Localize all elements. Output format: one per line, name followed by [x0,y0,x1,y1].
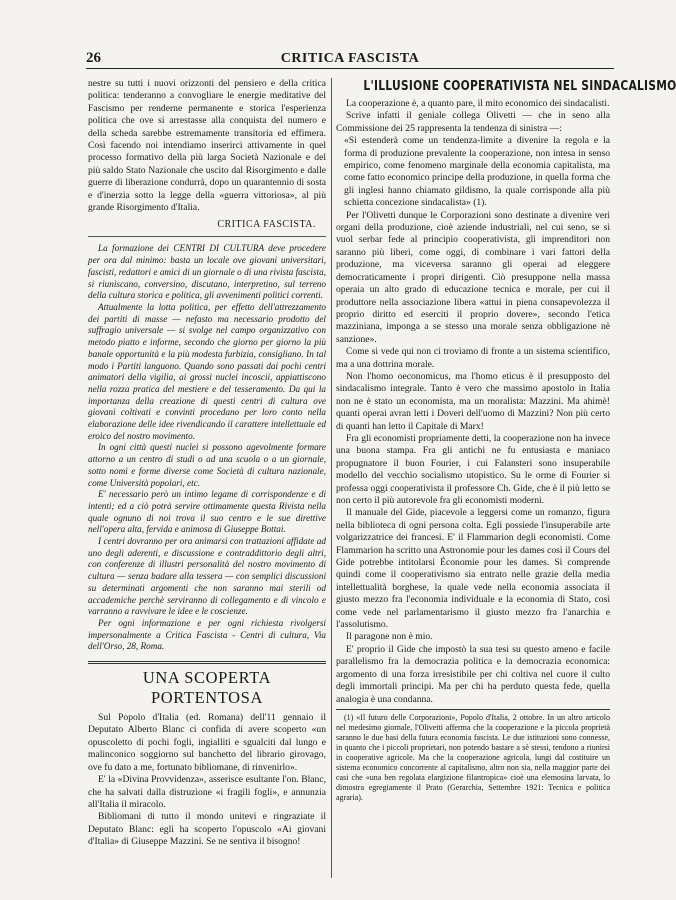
journal-title: CRITICA FASCISTA [280,51,420,66]
article-title: L'ILLUSIONE COOPERATIVISTA NEL SINDACALISMO [363,79,676,94]
quotation: «Si estenderà come un tendenza-limite a divenire la regola e la forma di produzione prevalente la cooperazione, non intesa in senso empirico, come fenomeno marginale della economia capitalista, ma come fatto economico principe della produzione, in quella forma che gli inglesi hanno chiamato gildismo, la quale corrisponde alla più schietta concezione sindacalista» (1). [344,135,610,209]
article-paragraph: Non l'homo oeconomicus, ma l'homo eticus è il presupposto del sindacalismo integrale. Tanto è vero che massimo apostolo in Italia non ne è stato un economista, ma un moralista: Mazzini. Ma ahimè! quanti operai avran letti i Doveri dell'uomo di Mazzini? Non più certo di quanti han letto il Capitale di Marx! [336,370,610,432]
notice-paragraph: I centri dovranno per ora animarsi con trattazioni affidate ad uno degli aderenti, e discussione e contraddittorio degli altri, con conferenze di illustri personalità del nostro movimento di cultura — senza badare alla tessera — con semplici discussioni su determinati argomenti che non saranno mai sterili od accademiche perchè serviranno di collegamento e di vincolo e varranno a ravvivare le idee e le coscienze. [88,536,326,617]
left-column [88,78,326,849]
divider [88,236,326,237]
footnote-text: (1) «Il futuro delle Corporazioni», Popolo d'Italia, 2 ottobre. In un altro articolo nel medesimo giornale, l'Olivetti afferma che la cooperazione e la piccola proprietà saranno le due basi della futura economia fascista. Le due istituzioni sono connesse, in quanto che i piccoli proprietari, non potendo bastare a sè stessi, tendono a riunirsi in cooperative agricole. Ma che la cooperazione agricola, lungi dal costituire un sistema economico concorrente al capitalismo, altro non sia, nella maggior parte dei casi che «una ben regolata elargizione filantropica» cioè una elemosina larvata, lo dimostra egregiamente il Prato (Gerarchia, Settembre 1921: Tecnica e politica agraria). [336,712,610,802]
notice-paragraph: Per ogni informazione e per ogni richiesta rivolgersi impersonalmente a Critica Fascista - Centri di cultura, Via dell'Orso, 28, Roma. [88,617,326,652]
article-paragraph: Il paragone non è mio. [346,631,433,643]
notice-paragraph: In ogni città questi nuclei si possono agevolmente formare attorno a un centro di studi o ad una scuola o a un giornale, sotto nomi e forme diverse come Società di cultura nazionale, come Università popolari, etc. [88,442,326,488]
editorial-signature: CRITICA FASCISTA. [217,219,316,231]
article-paragraph: Fra gli economisti propriamente detti, la cooperazione non ha invece una buona stampa. Fra gli antichi ne fu entusiasta e maniaco propugnatore il buon Fourier, i cui Falansteri sono insuperabile modello del vecchio socialismo utopistico. Su le orme di Fourier si professa oggi cooperativista il professore Ch. Gide, che è il più letto se non certo il più autorevole fra gli economisti moderni. [336,432,610,506]
page-number: 26 [86,50,101,66]
right-column [336,78,676,803]
article-title: UNA SCOPERTA PORTENTOSA [142,668,272,708]
article-paragraph: La cooperazione è, a quanto pare, il mito economico dei sindacalisti. [346,98,610,109]
notice-paragraph: La formazione dei CENTRI DI CULTURA deve procedere per ora dal minimo: basta un locale ove giovani universitari, fascisti, redattori e amici di un giornale o di una rivista fascista, si riuniscano, conversino, discutano, interpretino, sul terreno della cultura storica e politica, gli avvenimenti politici correnti. [88,243,326,301]
editorial-paragraph: nestre su tutti i nuovi orizzonti del pensiero e della critica politica: tenderanno a convogliare le energie meditative del Fascismo per renderne permanente e storica l'esperienza politica che ove si arrestasse alla conquista del numero e della scheda sarebbe estremamente transitoria ed effimera. Così facendo noi intendiamo inserirci attivamente in quel processo formativo della più larga Società Nazionale e del più saldo Stato Nazionale che uscito dal Risorgimento e dalle guerre di liberazione condurrà, dopo un quarantennio di sosta e d'inerzia sotto la legge della «guerra vittoriosa», al più grande Risorgimento d'Italia. [88,78,326,214]
notice-paragraph: Attualmente la lotta politica, per effetto dell'attrezzamento dei partiti di masse — nefasto ma necessario prodotto del suffragio universale — si svolge nel campo organizzativo con metodo piatto e informe, secondo che giorno per giorno la più banale opportunità e la più modesta furbizia, consigliano. In tal modo i Partiti languono. Quando sono passati dai pochi centri animatori della vigilia, ai grossi nuclei incoscii, appiattiscono nella rozza pratica del mestiere e del tesseramento. Da qui la importanza della creazione di questi centri di cultura ove giovani coltivati e convinti procedano per loro conto nella elaborazione delle idee rivendicando il carattere intellettuale ed eroico del nostro movimento. [88,301,326,441]
article-paragraph: Sul Popolo d'Italia (ed. Romana) dell'11 gennaio il Deputato Alberto Blanc ci confida di avere scoperto «un opuscoletto di pochi fogli, ingialliti e sgualciti dal lungo e malinconico soggiorno sul banchetto del librario girovago, ove fu dato a me, fortunato bibliomane, di rinvenirlo». [88,712,326,773]
divider [88,663,326,664]
article-paragraph: Per l'Olivetti dunque le Corporazioni sono destinate a divenire veri organi della produzione, cioè aziende industriali, nel cui seno, se si vuol serbar fede al principio cooperativista, gli imprenditori non saranno più liberi, come oggi, di combinare i vari fattori della produzione, ma viceversa saranno gli operai ad eleggere democraticamente i propri dirigenti. Ciò presuppone nella massa operaia un alto grado di educazione tecnica e morale, per cui il produttore nella associazione libera «attui in piena consapevolezza il proprio diritto ed eserciti il proprio dovere», secondo l'etica mazziniana, imponga a se stesso una morale senza obbligazione nè sanzione». [336,209,610,345]
page-header [86,50,614,69]
article-paragraph: Come si vede qui non ci troviamo di fronte a un sistema scientifico, ma a una dottrina morale. [336,346,610,370]
column-divider [331,78,332,878]
footnote [336,709,610,803]
divider [88,661,326,662]
centri-di-cultura-notice [88,243,326,653]
article-paragraph: Bibliomani di tutto il mondo unitevi e ringraziate il Deputato Blanc: egli ha scoperto l'opuscolo «Ai giovani d'Italia» di Giuseppe Mazzini. Se ne sentiva il bisogno! [88,811,326,848]
article-paragraph: Scrive infatti il geniale collega Olivetti — che in seno alla Commissione dei 25 rappresenta la tendenza di sinistra —: [336,110,610,134]
article-paragraph: E' la «Divina Provvidenza», asserisce esultante l'on. Blanc, che ha salvati dalla distruzione «i fragili fogli», e annunzia all'Italia il miracolo. [88,774,326,810]
article-paragraph: Il manuale del Gide, piacevole a leggersi come un romanzo, figura nella biblioteca di ogni persona colta. Egli possiede l'insuperabile arte volgarizzatrice dei francesi. E' il Flammarion degli economisti. Come Flammarion ha scritto una Astronomie pour les dames così il Cours del Gide potrebbe intitolarsi Économie pour les dames. Si comprende quindi come il cooperativismo sia entrato nelle grazie della media intellettualità borghese, la quale vede nella economia associata il giusto mezzo fra l'economia individuale e la economia di Stato, così come vede nel parlamentarismo il giusto mezzo fra l'anarchia e l'assolutismo. [336,507,610,631]
notice-paragraph: E' necessario però un intimo legame di corrispondenze e di intenti; ed a ciò potrà servire ottimamente questa Rivista nella quale ognuno di noi trova il suo centro e le sue direttive nell'opera alta, fervida e animosa di Giuseppe Bottai. [88,489,326,535]
article-paragraph: E' proprio il Gide che impostò la sua tesi su questo ameno e facile parallelismo fra la democrazia politica e la democrazia economica: argomento di una forza irresistibile per chi coltiva nel cuore il culto degli immortali principi. Ma per chi ha perduto questa fede, quella analogia è una condanna. [336,643,610,705]
